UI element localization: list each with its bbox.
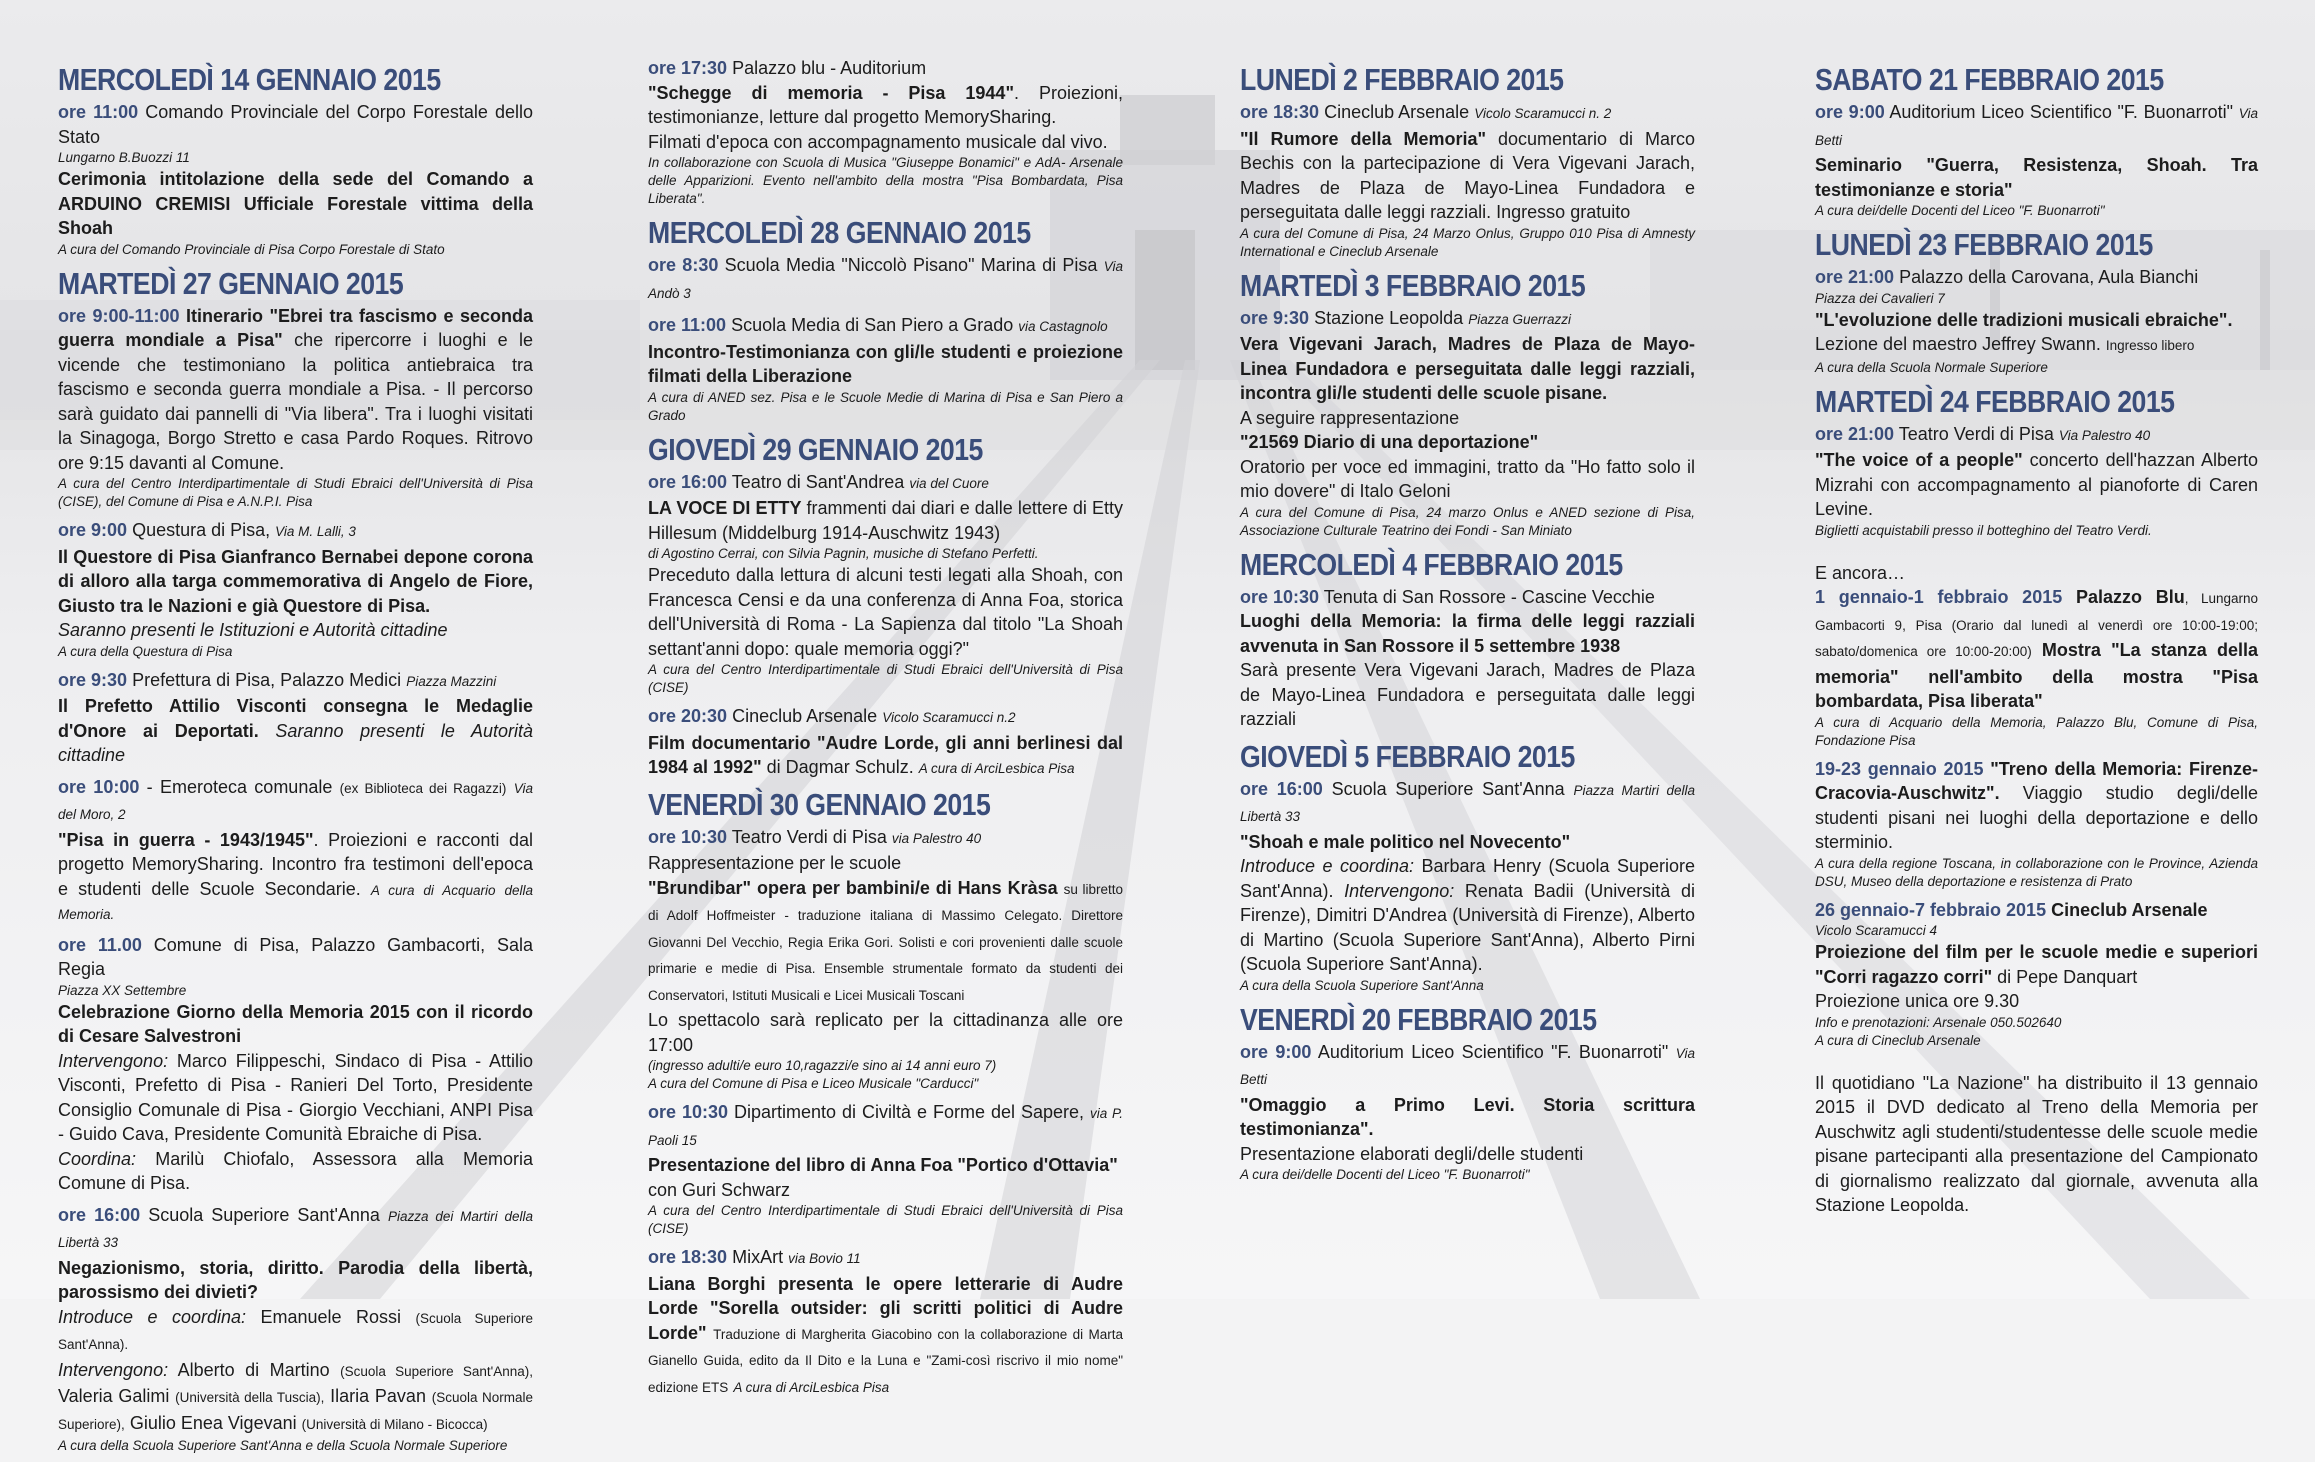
event-date: 1 gennaio-1 febbraio 2015 <box>1815 587 2063 607</box>
event-place: Cineclub Arsenale <box>1324 102 1470 122</box>
event-time: ore 9:30 <box>58 669 128 690</box>
event-text: di Dagmar Schulz. <box>766 757 914 777</box>
day-heading: MERCOLEDÌ 4 FEBBRAIO 2015 <box>1240 546 1623 582</box>
event-address: Vicolo Scaramucci n. 2 <box>1474 106 1612 121</box>
event-text: di Pepe Danquart <box>1997 966 2138 987</box>
event-time: ore 10:30 <box>648 826 728 847</box>
speakers-label: Intervengono: <box>58 1050 169 1071</box>
event-text: Proiezione unica ore 9.30 <box>1815 991 2020 1011</box>
event-credit: A cura di Cineclub Arsenale <box>1815 1032 1981 1048</box>
event <box>1815 422 2258 540</box>
event-time: ore 18:30 <box>648 1247 728 1267</box>
event-place: Prefettura di Pisa, Palazzo Medici <box>132 669 402 690</box>
event-title: Liana Borghi presenta le opere letterarie di Audre Lorde "Sorella outsider: gli scritti politici di Audre Lorde" <box>648 1273 1123 1343</box>
event-text: concerto dell'hazzan Alberto Mizrahi con accompagnamento al pianoforte di Caren Levine. <box>1815 450 2259 519</box>
coordinator-label: Introduce e coordina: <box>58 1306 247 1327</box>
event <box>648 56 1123 208</box>
event-credit: A cura della Scuola Superiore Sant'Anna <box>1240 977 1484 993</box>
event-place: Scuola Media "Niccolò Pisano" Marina di Pisa <box>724 255 1098 275</box>
event-text: Oratorio per voce ed immagini, tratto da "Ho fatto solo il mio dovere" di Italo Geloni <box>1240 456 1695 501</box>
speakers: Marco Filippeschi, Sindaco di Pisa - Attilio Visconti, Prefetto di Pisa - Ranieri Del Torto, Presidente Consiglio Comunale di Pisa - Giorgio Vecchiani, ANPI Pisa - Guido Cava, Presidente Comunità Ebraiche di Pisa. <box>58 1050 533 1144</box>
event-title: Cerimonia intitolazione della sede del Comando a ARDUINO CREMISI Ufficiale Forestale vittima della Shoah <box>58 169 533 238</box>
event-title: Seminario "Guerra, Resistenza, Shoah. Tra testimonianze e storia" <box>1815 155 2258 200</box>
event-credit: A cura del Centro Interdipartimentale di Studi Ebraici dell'Università di Pisa (CISE) <box>648 662 1123 695</box>
event-place: Palazzo Blu <box>2075 587 2185 607</box>
event <box>1815 100 2258 220</box>
event <box>1240 306 1695 540</box>
event-credit: A cura del Comune di Pisa, 24 marzo Onlus e ANED sezione di Pisa, Associazione Culturale Teatrino dei Fondi - San Miniato <box>1240 504 1695 538</box>
day-heading: MARTEDÌ 24 FEBBRAIO 2015 <box>1815 383 2175 419</box>
day-heading: LUNEDÌ 2 FEBBRAIO 2015 <box>1240 62 1564 97</box>
event-address: Piazza dei Cavalieri 7 <box>1815 290 1945 306</box>
day-heading: GIOVEDÌ 5 FEBBRAIO 2015 <box>1240 738 1575 774</box>
event-address: via Castagnolo <box>1018 319 1108 334</box>
event-place: Cineclub Arsenale <box>732 706 878 726</box>
also-heading: E ancora… <box>1815 562 1906 583</box>
event-price: (ingresso adulti/e euro 10,ragazzi/e sino ai 14 anni euro 7) <box>648 1058 997 1073</box>
event-time: ore 16:00 <box>648 471 728 492</box>
event-place: Scuola Media di San Piero a Grado <box>731 315 1014 335</box>
speaker-affiliation: (Università di Milano - Bicocca) <box>301 1416 488 1432</box>
event-info: Info e prenotazioni: Arsenale 050.502640 <box>1815 1014 2062 1030</box>
event-place: Scuola Superiore Sant'Anna <box>1331 778 1565 799</box>
event-address: Lungarno B.Buozzi 11 <box>58 150 190 165</box>
coordinator-label: Coordina: <box>58 1148 137 1169</box>
event <box>1240 1040 1695 1185</box>
event-text: Lezione del maestro Jeffrey Swann. <box>1815 334 2101 354</box>
day-heading: VENERDÌ 20 FEBBRAIO 2015 <box>1240 1001 1597 1037</box>
event <box>648 825 1123 1094</box>
event <box>648 704 1123 780</box>
coordinator-affiliation: (Scuola Superiore Sant'Anna). <box>58 1310 533 1352</box>
event-address: Via Palestro 40 <box>2058 427 2151 443</box>
event-place: Stazione Leopolda <box>1314 307 1464 328</box>
event <box>58 668 533 768</box>
event-address: Via Andò 3 <box>648 259 1123 301</box>
event-time: ore 16:00 <box>1240 778 1323 799</box>
event-place: Comune di Pisa, Palazzo Gambacorti, Sala Regia <box>58 934 533 979</box>
event-subtitle: Rappresentazione per le scuole <box>648 853 902 873</box>
event-title: Incontro-Testimonianza con gli/le studenti e proiezione filmati della Liberazione <box>648 341 1123 386</box>
event-time: ore 11:00 <box>58 102 139 122</box>
event-place: Auditorium Liceo Scientifico "F. Buonarroti" <box>1317 1041 1669 1062</box>
event-place: MixArt <box>732 1247 784 1267</box>
event-title: Proiezione del film per le scuole medie e superiori "Corri ragazzo corri" <box>1815 942 2258 987</box>
event-text: Traduzione di Margherita Giacobino con la collaborazione di Marta Gianello Guida, edito da Il Dito e la Luna e "Zami-così riscrivo il mio nome" edizione ETS <box>648 1326 1123 1395</box>
event-credit: A cura della Scuola Normale Superiore <box>1815 359 2048 375</box>
event-text: Lo spettacolo sarà replicato per la cittadinanza alle ore 17:00 <box>648 1010 1123 1055</box>
event <box>648 1100 1123 1238</box>
event-title: "L'evoluzione delle tradizioni musicali ebraiche". <box>1815 309 2233 330</box>
event-text-small: Ingresso libero <box>2105 338 2195 353</box>
speaker: Valeria Galimi <box>58 1386 170 1406</box>
event-address: Piazza Guerrazzi <box>1468 311 1571 327</box>
event-credit: A cura del Comune di Pisa, 24 Marzo Onlus, Gruppo 010 Pisa di Amnesty International e Cineclub Arsenale <box>1240 225 1695 259</box>
event-title: Il Questore di Pisa Gianfranco Bernabei depone corona di alloro alla targa commemorativa di Angelo de Fiore, Giusto tra le Nazioni e già Questore di Pisa. <box>58 546 533 616</box>
speaker: Giulio Enea Vigevani <box>129 1412 297 1433</box>
event-text: frammenti dai diari e dalle lettere di Etty Hillesum (Middelburg 1914-Auschwitz 1943) <box>648 498 1123 543</box>
event-time: ore 9:00-11:00 <box>58 305 180 326</box>
extra-event <box>1815 757 2258 891</box>
event-place: Palazzo della Carovana, Aula Bianchi <box>1899 267 2199 287</box>
event-place: Teatro Verdi di Pisa <box>731 826 887 847</box>
event-address: Vicolo Scaramucci 4 <box>1815 923 1938 938</box>
event-credit: A cura del Comando Provinciale di Pisa Corpo Forestale di Stato <box>58 241 445 257</box>
coordinator-label: Introduce e coordina: <box>1240 856 1415 876</box>
day-heading: VENERDÌ 30 GENNAIO 2015 <box>648 786 991 822</box>
event-title: Luoghi della Memoria: la firma delle leggi razziali avvenuta in San Rossore il 5 settembre 1938 <box>1240 611 1695 656</box>
event <box>1240 585 1695 732</box>
event-time: ore 9:30 <box>1240 307 1310 328</box>
event-text: Viaggio studio degli/delle studenti pisani nei luoghi della deportazione e dello sterminio. <box>1815 783 2258 852</box>
event-note: Saranno presenti le Istituzioni e Autorità cittadine <box>58 620 448 640</box>
speaker: Ilaria Pavan <box>330 1386 426 1406</box>
coordinator: Marilù Chiofalo, Assessora alla Memoria Comune di Pisa. <box>58 1148 533 1193</box>
event-title: Mostra "La stanza della memoria" nell'ambito della mostra "Pisa bombardata, Pisa liberata" <box>1815 640 2258 711</box>
speaker: Alberto di Martino <box>177 1359 330 1380</box>
event <box>58 304 533 512</box>
event-time: ore 18:30 <box>1240 102 1320 122</box>
coordinator: Barbara Henry (Scuola Superiore Sant'Anna). <box>1240 856 1695 901</box>
event-date: 19-23 gennaio 2015 <box>1815 758 1984 779</box>
event-title: "Brundibar" opera per bambini/e di Hans Kràsa <box>648 877 1058 898</box>
column-4 <box>1815 58 2258 1225</box>
event-title: "Treno della Memoria: Firenze-Cracovia-Auschwitz". <box>1815 758 2258 803</box>
event-address: Via Betti <box>1815 106 2258 148</box>
event <box>648 470 1123 698</box>
event-credit: A cura di ArciLesbica Pisa <box>733 1379 890 1395</box>
event-credit: In collaborazione con Scuola di Musica "Giuseppe Bonamici" e AdA- Arsenale delle Apparizioni. Evento nell'ambito della mostra "Pisa Bombardata, Pisa Liberata". <box>648 155 1123 206</box>
event-time: ore 9:00 <box>1815 102 1885 122</box>
event-time: ore 21:00 <box>1815 423 1895 444</box>
event <box>648 253 1123 306</box>
day-heading: MERCOLEDÌ 14 GENNAIO 2015 <box>58 62 441 97</box>
event-title: Il Prefetto Attilio Visconti consegna le Medaglie d'Onore ai Deportati. <box>58 696 533 741</box>
event-address: Via del Moro, 2 <box>58 780 533 822</box>
event-place: Tenuta di San Rossore - Cascine Vecchie <box>1323 586 1655 607</box>
event <box>1240 777 1695 995</box>
event-credit: Biglietti acquistabili presso il botteghino del Teatro Verdi. <box>1815 522 2152 538</box>
event-time: ore 16:00 <box>58 1204 141 1225</box>
event-address: (ex Biblioteca dei Ragazzi) <box>339 780 507 796</box>
event-address: Piazza dei Martiri della Libertà 33 <box>58 1208 533 1250</box>
event-text: Filmati d'epoca con accompagnamento musicale dal vivo. <box>648 131 1108 152</box>
event-text: con Guri Schwarz <box>648 1179 791 1200</box>
event-address: Piazza Mazzini <box>406 673 497 689</box>
speaker-affiliation: (Scuola Superiore Sant'Anna), <box>340 1363 533 1379</box>
day-heading: LUNEDÌ 23 FEBBRAIO 2015 <box>1815 227 2153 262</box>
event-text: che ripercorre i luoghi e le vicende che testimoniano la politica antiebraica tra fascismo e seconda guerra mondiale a Pisa. - Il percorso sarà guidato dai pannelli di "Via libera". Tra i luoghi visitati la Sinagoga, Borgo Stretto e casa Pardo Roques. Ritrovo ore 9:15 davanti al Comune. <box>58 330 533 473</box>
event <box>648 313 1123 425</box>
event-title: Film documentario "Audre Lorde, gli anni berlinesi dal 1984 al 1992" <box>648 732 1123 777</box>
event-place: Palazzo blu - Auditorium <box>732 58 927 78</box>
event-credit: A cura di ArciLesbica Pisa <box>918 761 1075 776</box>
event-address: Piazza Martiri della Libertà 33 <box>1240 782 1695 824</box>
event-place: Scuola Superiore Sant'Anna <box>148 1204 380 1225</box>
event-title: Presentazione del libro di Anna Foa "Portico d'Ottavia" <box>648 1155 1118 1175</box>
extra-event <box>1815 585 2258 750</box>
event-cast: di Agostino Cerrai, con Silvia Pagnin, musiche di Stefano Perfetti. <box>648 546 1039 561</box>
event-title: Negazionismo, storia, diritto. Parodia della libertà, parossismo dei divieti? <box>58 1257 533 1302</box>
event-credit: A cura dei/delle Docenti del Liceo "F. Buonarroti" <box>1815 203 2105 218</box>
event-text: A seguire rappresentazione <box>1240 407 1460 428</box>
event <box>1815 265 2258 377</box>
event-time: ore 21:00 <box>1815 267 1895 287</box>
event-address: Via Betti <box>1240 1045 1695 1087</box>
event <box>58 100 533 259</box>
event-place: Auditorium Liceo Scientifico "F. Buonarroti" <box>1889 102 2234 122</box>
speaker-affiliation: (Università della Tuscia), <box>175 1390 325 1405</box>
event-place: Dipartimento di Civiltà e Forme del Sapere, <box>734 1102 1084 1122</box>
event-time: ore 9:00 <box>58 520 128 540</box>
event-time: ore 11.00 <box>58 934 142 955</box>
event-credit: A cura del Centro Interdipartimentale di Studi Ebraici dell'Università di Pisa (CISE) <box>648 1203 1123 1236</box>
event-place: Teatro di Sant'Andrea <box>731 471 905 492</box>
speakers-label: Intervengono: <box>1344 880 1455 901</box>
event-title: "Pisa in guerra - 1943/1945" <box>58 829 314 850</box>
closing-note: Il quotidiano "La Nazione" ha distribuito il 13 gennaio 2015 il DVD dedicato al Treno della Memoria per Auschwitz agli studenti/studentesse delle scuole medie pisane partecipanti alla presentazione del Campionato di giornalismo realizzato dal giornale, avvenuta alla Stazione Leopolda. <box>1815 1072 2258 1215</box>
event-place: Comando Provinciale del Corpo Forestale dello Stato <box>58 102 533 147</box>
event-address: Piazza XX Settembre <box>58 982 187 998</box>
event <box>648 1245 1123 1400</box>
column-2 <box>648 56 1123 1407</box>
event-text: su libretto di Adolf Hoffmeister - traduzione italiana di Massimo Celegato. Direttore Giovanni Del Vecchio, Regia Erika Gori. Solisti e cori provenienti dalle scuole primarie e medie di Pisa. Ensemble strumentale formato da studenti dei Conservatori, Istituti Musicali e Licei Musicali Toscani <box>648 881 1124 1003</box>
event-title: Itinerario "Ebrei tra fascismo e seconda guerra mondiale a Pisa" <box>58 305 533 350</box>
event-text: Sarà presente Vera Vigevani Jarach, Madres de Plaza de Mayo-Linea Fundadora e perseguitata dalle leggi razziali <box>1240 660 1695 729</box>
event-title: "21569 Diario di una deportazione" <box>1240 432 1539 452</box>
column-1 <box>58 58 533 1462</box>
event-title: "Omaggio a Primo Levi. Storia scrittura testimonianza". <box>1240 1094 1695 1139</box>
event-credit: A cura di Acquario della Memoria. <box>58 882 533 922</box>
event-time: ore 20:30 <box>648 706 728 726</box>
event-address: , Lungarno Gambacorti 9, Pisa (Orario dal lunedì al venerdì ore 10:00-19:00; sabato/domenica ore 10:00-20:00) <box>1815 591 2258 659</box>
event-title: "Il Rumore della Memoria" <box>1240 128 1487 149</box>
event-title: "Schegge di memoria - Pisa 1944" <box>648 82 1014 103</box>
event-credit: A cura della Scuola Superiore Sant'Anna e della Scuola Normale Superiore <box>58 1438 508 1453</box>
event-credit: A cura dei/delle Docenti del Liceo "F. Buonarroti" <box>1240 1167 1530 1182</box>
day-heading: MERCOLEDÌ 28 GENNAIO 2015 <box>648 215 1031 250</box>
speakers-label: Intervengono: <box>58 1359 169 1380</box>
event-time: ore 17:30 <box>648 58 728 78</box>
event-place: Cineclub Arsenale <box>2051 899 2208 920</box>
event <box>58 775 533 926</box>
event-text: Preceduto dalla lettura di alcuni testi legati alla Shoah, con Francesca Censi e da una conferenza di Anna Foa, storica dell'Università di Roma - La Sapienza dal titolo "La Shoah settant'anni dopo: quale memoria oggi?" <box>648 565 1123 659</box>
event-time: ore 10:30 <box>1240 586 1320 607</box>
event-text: . Proiezioni e racconti dal progetto MemorySharing. Incontro fra testimoni dell'epoca e studenti delle Scuole Secondarie. <box>58 829 533 899</box>
event-text: . Proiezioni, testimonianze, letture dal progetto MemorySharing. <box>648 82 1123 127</box>
event-title: LA VOCE DI ETTY <box>648 498 802 518</box>
event-time: ore 11:00 <box>648 315 727 335</box>
event-address: via del Cuore <box>909 475 989 491</box>
event <box>58 933 533 1196</box>
event-place: Questura di Pisa, <box>132 520 271 540</box>
event-place: Teatro Verdi di Pisa <box>1898 423 2054 444</box>
event-place: - Emeroteca comunale <box>146 776 333 797</box>
day-heading: GIOVEDÌ 29 GENNAIO 2015 <box>648 431 983 467</box>
event-title: Vera Vigevani Jarach, Madres de Plaza de Mayo-Linea Fundadora e perseguitata dalle leggi razziali, incontra gli/le studenti delle scuole pisane. <box>1240 334 1695 403</box>
event-credit: A cura della Questura di Pisa <box>58 643 233 659</box>
event-credit: A cura della regione Toscana, in collaborazione con le Province, Azienda DSU, Museo della deportazione e resistenza di Prato <box>1815 855 2258 889</box>
event <box>58 518 533 661</box>
extra-event <box>1815 898 2258 1050</box>
event-time: ore 8:30 <box>648 255 719 275</box>
event-credit: A cura di Acquario della Memoria, Palazzo Blu, Comune di Pisa, Fondazione Pisa <box>1815 714 2258 748</box>
day-heading: MARTEDÌ 27 GENNAIO 2015 <box>58 265 404 301</box>
event <box>58 1203 533 1456</box>
coordinator: Emanuele Rossi <box>260 1306 402 1327</box>
event-text: documentario di Marco Bechis con la partecipazione di Vera Vigevani Jarach, Madres de Plaza de Mayo-Linea Fundadora e perseguitata dalle leggi razziali. Ingresso gratuito <box>1240 128 1695 222</box>
day-heading: MARTEDÌ 3 FEBBRAIO 2015 <box>1240 267 1586 303</box>
column-3 <box>1240 58 1695 1191</box>
event-address: via P. Paoli 15 <box>648 1106 1123 1148</box>
event-address: via Palestro 40 <box>891 830 982 846</box>
event-title: "Shoah e male politico nel Novecento" <box>1240 831 1571 852</box>
event-date: 26 gennaio-7 febbraio 2015 <box>1815 899 2047 920</box>
speakers: Renata Badii (Università di Firenze), Dimitri D'Andrea (Università di Firenze), Alberto di Martino (Scuola Superiore Sant'Anna), Alberto Pirni (Scuola Superiore Sant'Anna). <box>1240 880 1695 974</box>
speaker-affiliation: (Scuola Normale Superiore), <box>58 1390 533 1432</box>
event-address: Vicolo Scaramucci n.2 <box>882 710 1016 725</box>
event-address: Via M. Lalli, 3 <box>275 524 356 539</box>
event-address: via Bovio 11 <box>788 1251 861 1266</box>
event-time: ore 9:00 <box>1240 1041 1312 1062</box>
event-credit: A cura del Centro Interdipartimentale di Studi Ebraici dell'Università di Pisa (CISE), del Comune di Pisa e A.N.P.I. Pisa <box>58 476 533 509</box>
event-credit: A cura di ANED sez. Pisa e le Scuole Medie di Marina di Pisa e San Piero a Grado <box>648 389 1123 423</box>
day-heading: SABATO 21 FEBBRAIO 2015 <box>1815 62 2164 97</box>
event-title: Celebrazione Giorno della Memoria 2015 con il ricordo di Cesare Salvestroni <box>58 1001 533 1046</box>
event-text: Presentazione elaborati degli/delle studenti <box>1240 1143 1584 1164</box>
event <box>1240 100 1695 261</box>
event-note: Saranno presenti le Autorità cittadine <box>58 720 533 765</box>
event-time: ore 10:00 <box>58 776 140 797</box>
event-time: ore 10:30 <box>648 1102 729 1122</box>
event-title: "The voice of a people" <box>1815 450 2023 470</box>
event-credit: A cura del Comune di Pisa e Liceo Musicale "Carducci" <box>648 1076 979 1091</box>
